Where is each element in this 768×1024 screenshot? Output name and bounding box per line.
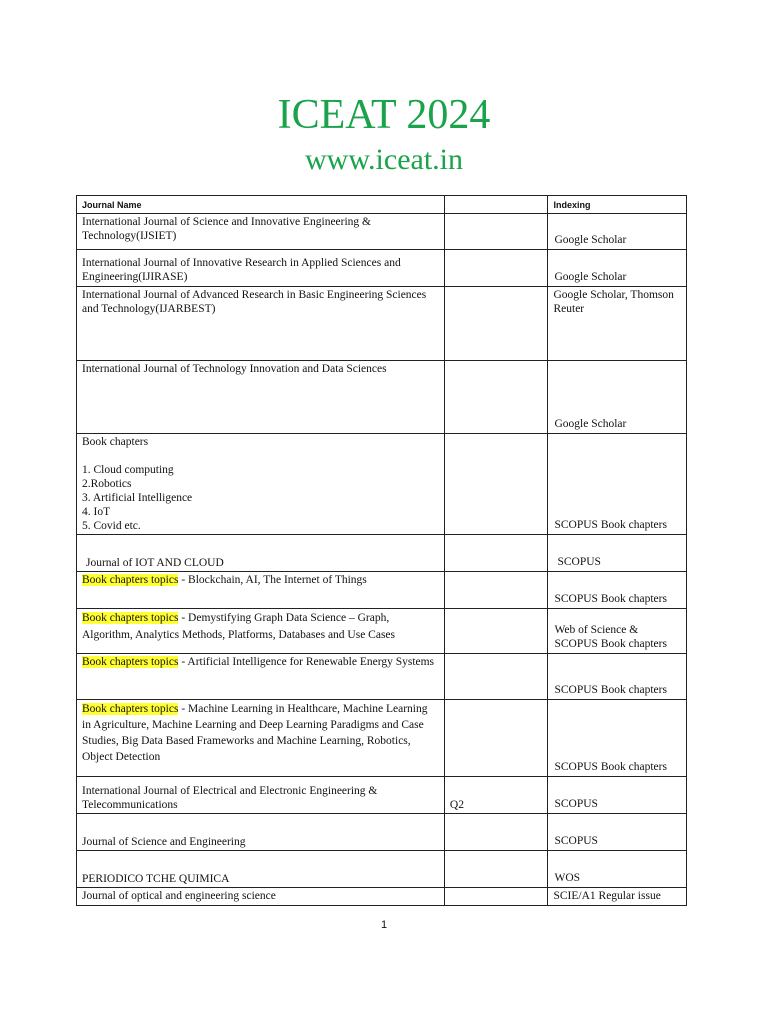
indexing-value: SCOPUS [554, 798, 598, 810]
journal-name: International Journal of Advanced Research in Basic Engineering Sciences and Technology(IJARBEST) [82, 289, 427, 315]
indexing-value: WOS [554, 872, 581, 884]
table-row [77, 777, 687, 814]
journal-name: International Journal of Innovative Research in Applied Sciences and Engineering(IJIRASE) [82, 257, 401, 283]
journal-name-cell [77, 888, 445, 906]
journal-name-cell [77, 572, 445, 609]
quartile-cell [444, 814, 548, 851]
highlight-prefix: Book chapters topics [82, 612, 179, 624]
indexing-value: SCOPUS Book chapters [554, 519, 667, 531]
indexing-value: Google Scholar [554, 271, 627, 283]
journal-name: Journal of IOT AND CLOUD [86, 557, 224, 569]
journal-name-cell [77, 361, 445, 434]
indexing-cell [548, 361, 687, 434]
table-row [77, 214, 687, 250]
table-row [77, 535, 687, 572]
table-row [77, 250, 687, 287]
indexing-value: Web of Science & SCOPUS Book chapters [554, 624, 667, 650]
indexing-cell [548, 214, 687, 250]
journal-name: International Journal of Electrical and Electronic Engineering & Telecommunications [82, 785, 378, 811]
indexing-cell [548, 777, 687, 814]
indexing-cell [548, 888, 687, 906]
journal-name-cell [77, 814, 445, 851]
journal-name-cell [77, 700, 445, 777]
quartile-cell: Q2 [444, 777, 548, 814]
journal-name-cell [77, 654, 445, 700]
journal-name: - Machine Learning in Healthcare, Machine Learning in Agriculture, Machine Learning and Deep Learning Paradigms and Case Studies, Big Data Based Frameworks and Machine Learning, Robotics, Object Detection [82, 703, 428, 763]
journal-name-cell [77, 434, 445, 535]
quartile-cell [444, 250, 548, 287]
quartile-cell [444, 434, 548, 535]
highlight-prefix: Book chapters topics [82, 574, 179, 586]
quartile-cell [444, 361, 548, 434]
indexing-cell [548, 287, 687, 361]
table-header-row [77, 196, 687, 214]
journal-name: Journal of Science and Engineering [82, 836, 246, 848]
indexing-value: SCIE/A1 Regular issue [553, 890, 661, 902]
quartile-cell [444, 851, 548, 888]
indexing-value: Google Scholar, Thomson Reuter [553, 289, 674, 315]
quartile-cell [444, 888, 548, 906]
table-row [77, 609, 687, 654]
journal-name: - Artificial Intelligence for Renewable Energy Systems [178, 656, 435, 668]
quartile-cell [444, 535, 548, 572]
indexing-cell [548, 654, 687, 700]
highlight-prefix: Book chapters topics [82, 703, 179, 715]
indexing-value: SCOPUS Book chapters [554, 684, 667, 696]
table-row [77, 572, 687, 609]
indexing-value: SCOPUS Book chapters [554, 593, 667, 605]
table-row [77, 851, 687, 888]
indexing-cell [548, 572, 687, 609]
highlight-prefix: Book chapters topics [82, 656, 179, 668]
column-header-indexing: Indexing [548, 196, 687, 214]
indexing-value: SCOPUS [554, 835, 598, 847]
table-row [77, 361, 687, 434]
table-row [77, 814, 687, 851]
quartile-cell [444, 572, 548, 609]
indexing-cell [548, 609, 687, 654]
website-link[interactable]: www.iceat.in [305, 143, 463, 176]
journal-name-cell [77, 535, 445, 572]
journal-name: International Journal of Technology Innovation and Data Sciences [82, 363, 387, 375]
column-header-journal-name: Journal Name [77, 196, 445, 214]
column-header-blank [444, 196, 548, 214]
journal-name: - Demystifying Graph Data Science – Graph, Algorithm, Analytics Methods, Platforms, Databases and Use Cases [82, 612, 396, 641]
quartile-cell [444, 287, 548, 361]
table-row [77, 434, 687, 535]
indexing-cell [548, 700, 687, 777]
journal-name: - Blockchain, AI, The Internet of Things [178, 574, 367, 586]
journal-name-cell [77, 214, 445, 250]
page-number: 1 [380, 919, 388, 931]
journal-name-cell [77, 851, 445, 888]
table-row [77, 654, 687, 700]
table-row [77, 287, 687, 361]
indexing-cell [548, 814, 687, 851]
indexing-cell [548, 535, 687, 572]
quartile-cell [444, 609, 548, 654]
indexing-value: Google Scholar [554, 234, 627, 246]
journal-name-cell [77, 250, 445, 287]
journal-name: PERIODICO TCHE QUIMICA [82, 873, 230, 885]
quartile-cell [444, 700, 548, 777]
journal-name-cell [77, 287, 445, 361]
indexing-value: SCOPUS [557, 556, 601, 568]
journal-name: Book chapters 1. Cloud computing 2.Robotics 3. Artificial Intelligence 4. IoT 5. Covid etc. [82, 436, 193, 532]
indexing-cell [548, 434, 687, 535]
table-row [77, 700, 687, 777]
indexing-value: SCOPUS Book chapters [554, 761, 667, 773]
indexing-value: Google Scholar [554, 418, 627, 430]
journal-name: Journal of optical and engineering science [82, 890, 276, 902]
quartile-cell [444, 214, 548, 250]
journal-name-cell [77, 777, 445, 814]
quartile-cell [444, 654, 548, 700]
indexing-cell [548, 250, 687, 287]
table-row [77, 888, 687, 906]
journal-name-cell [77, 609, 445, 654]
page-title: ICEAT 2024 [277, 92, 491, 138]
indexing-cell [548, 851, 687, 888]
journal-name: International Journal of Science and Innovative Engineering & Technology(IJSIET) [82, 216, 371, 242]
journals-table [76, 195, 687, 906]
